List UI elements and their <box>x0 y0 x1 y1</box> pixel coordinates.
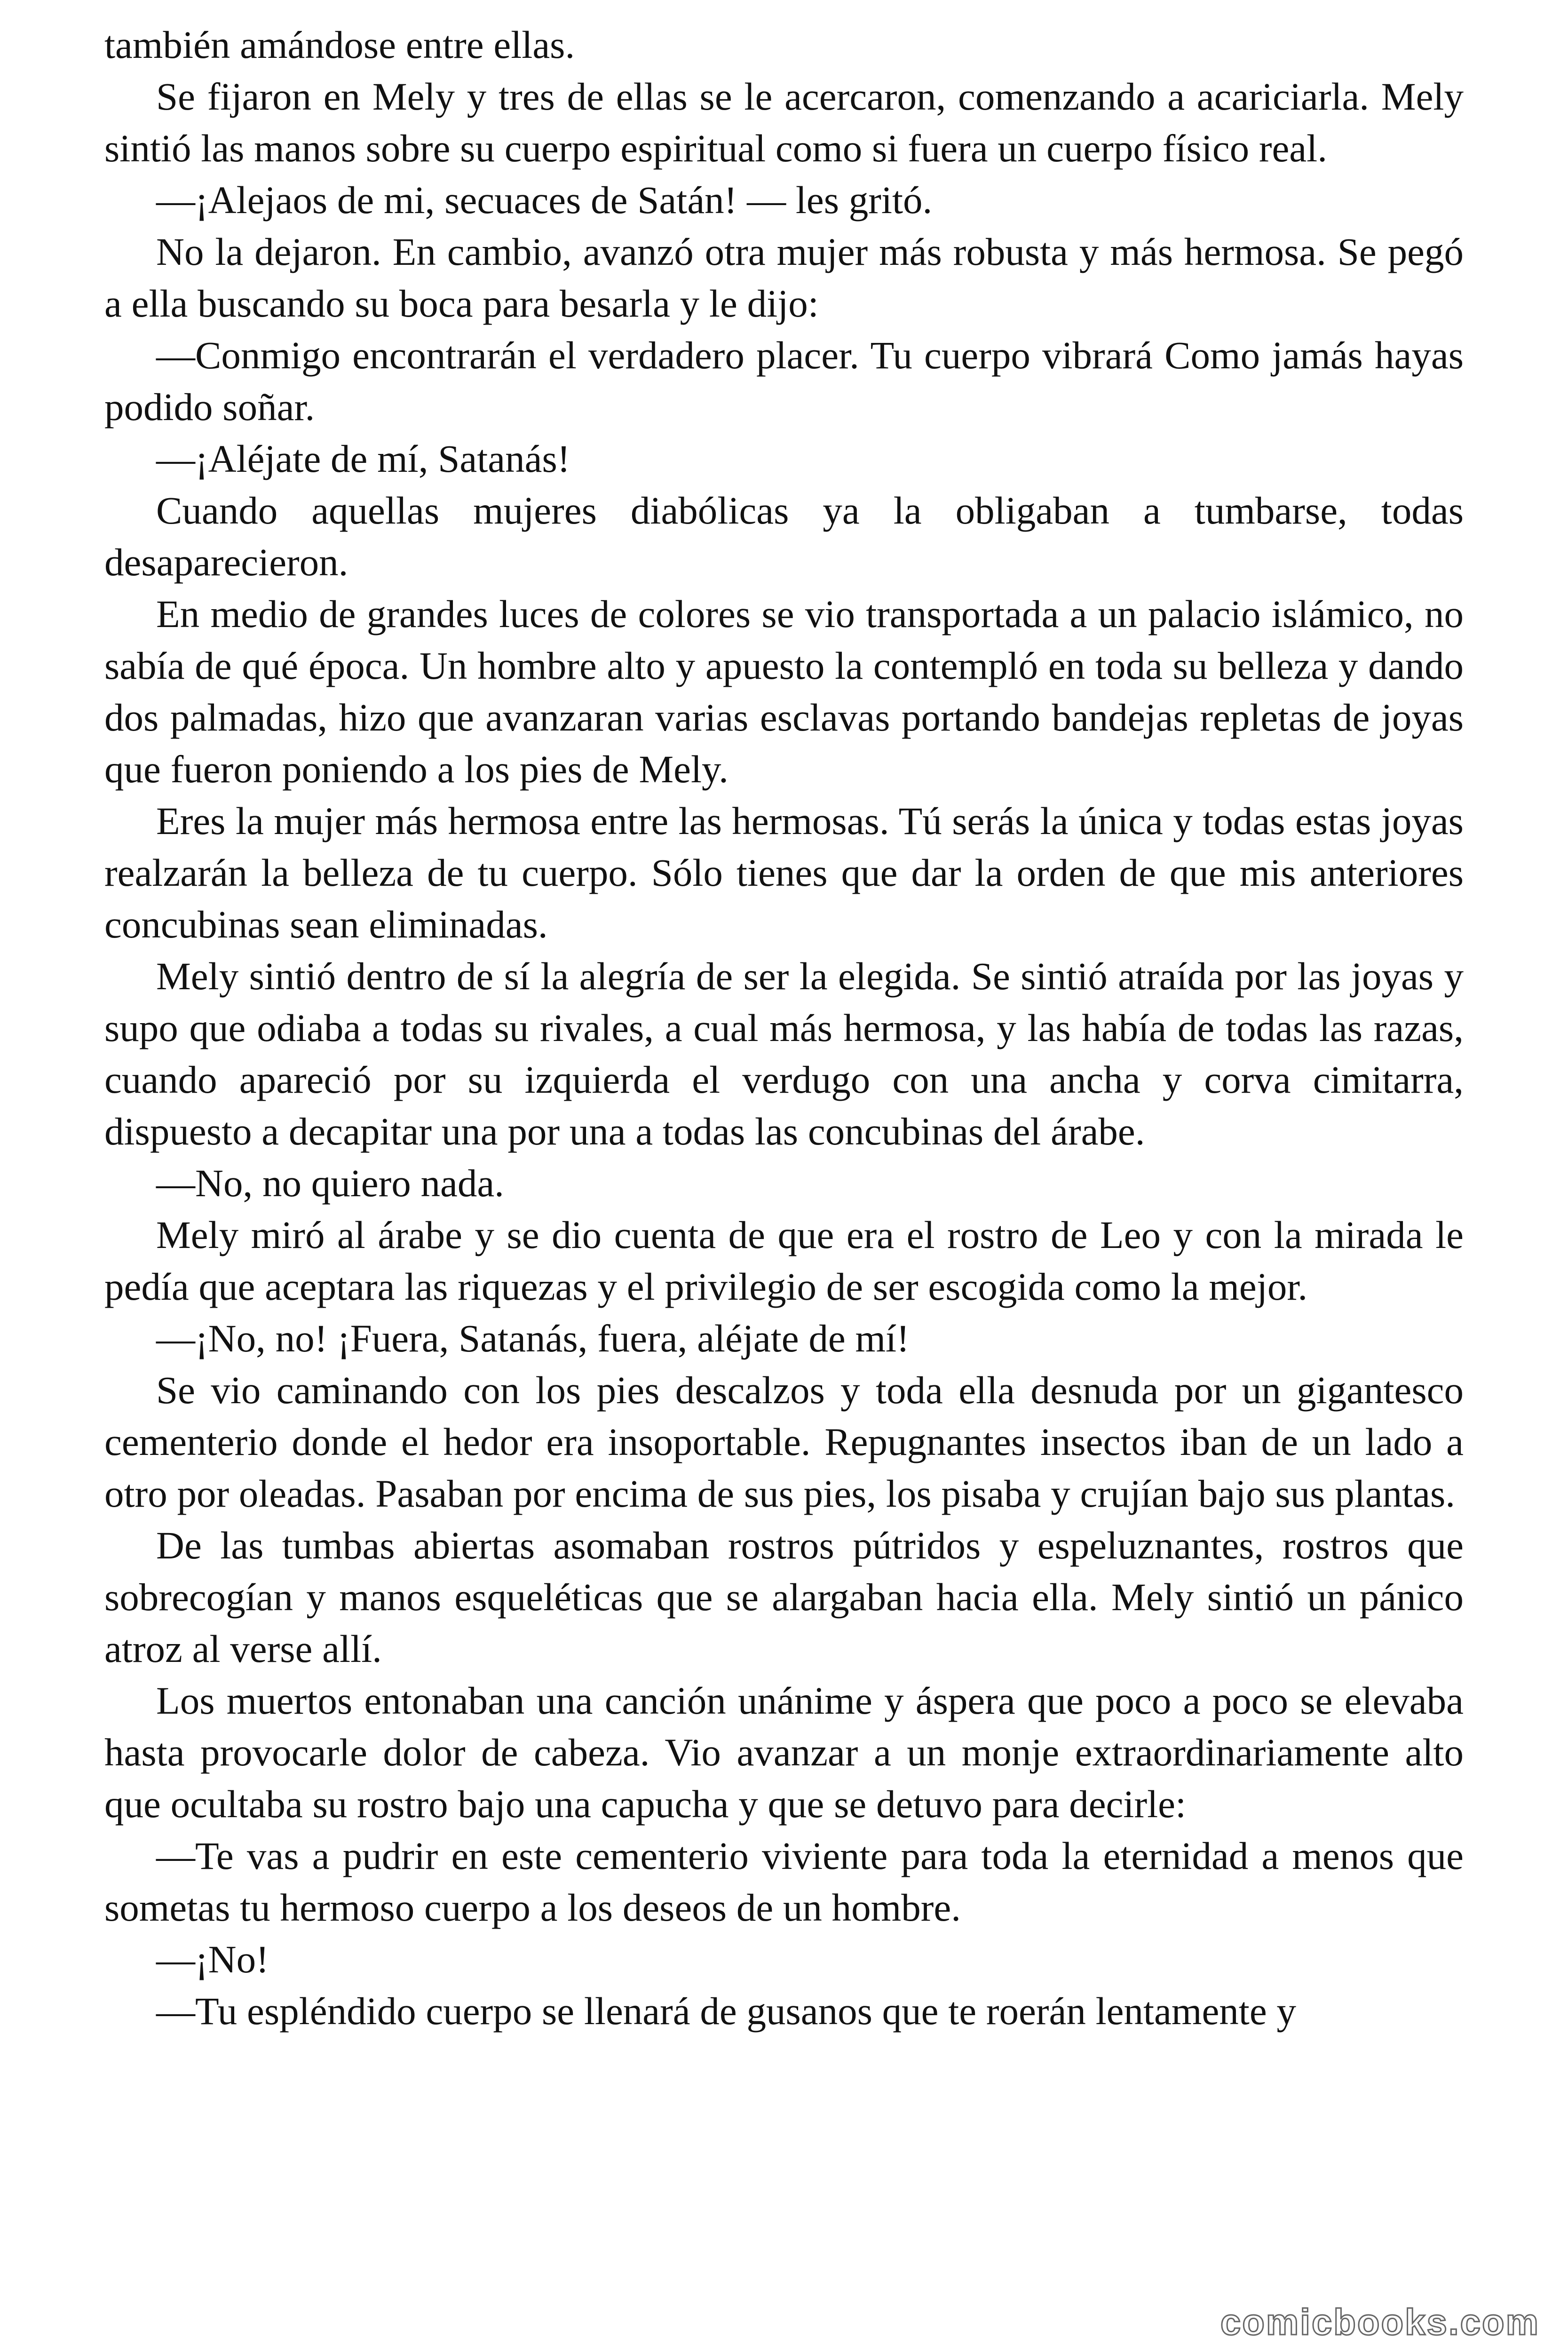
paragraph: Eres la mujer más hermosa entre las hermosas. Tú serás la única y todas estas joyas realzarán la belleza de tu cuerpo. Sólo tienes que dar la orden de que mis anteriores concubinas sean eliminadas. <box>104 799 1464 946</box>
paragraph: Se vio caminando con los pies descalzos y toda ella desnuda por un gigantesco cementerio donde el hedor era insoportable. Repugnantes insectos iban de un lado a otro por oleadas. Pasaban por encima de sus pies, los pisaba y crujían bajo sus plantas. <box>104 1368 1464 1515</box>
paragraph: —¡Alejaos de mi, secuaces de Satán! — les gritó. <box>156 178 933 222</box>
paragraph: —Tu espléndido cuerpo se llenará de gusanos que te roerán lentamente y <box>156 1989 1296 2033</box>
paragraph: Se fijaron en Mely y tres de ellas se le acercaron, comenzando a acariciarla. Mely sintió las manos sobre su cuerpo espiritual como si fuera un cuerpo físico real. <box>104 75 1464 170</box>
paragraph: también amándose entre ellas. <box>104 23 575 66</box>
paragraph: En medio de grandes luces de colores se vio transportada a un palacio islámico, no sabía de qué época. Un hombre alto y apuesto la contempló en toda su belleza y dando dos palmadas, hizo que avanzaran varias esclavas portando bandejas repletas de joyas que fueron poniendo a los pies de Mely. <box>104 592 1464 791</box>
paragraph: —¡Aléjate de mí, Satanás! <box>156 437 570 480</box>
paragraph: Mely sintió dentro de sí la alegría de ser la elegida. Se sintió atraída por las joyas y supo que odiaba a todas su rivales, a cual más hermosa, y las había de todas las razas, cuando apareció por su izquierda el verdugo con una ancha y corva cimitarra, dispuesto a decapitar una por una a todas las concubinas del árabe. <box>104 954 1464 1153</box>
paragraph: Los muertos entonaban una canción unánime y áspera que poco a poco se elevaba hasta provocarle dolor de cabeza. Vio avanzar a un monje extraordinariamente alto que ocultaba su rostro bajo una capucha y que se detuvo para decirle: <box>104 1679 1464 1826</box>
paragraph: —¡No, no! ¡Fuera, Satanás, fuera, aléjate de mí! <box>156 1317 910 1360</box>
paragraph: No la dejaron. En cambio, avanzó otra mujer más robusta y más hermosa. Se pegó a ella buscando su boca para besarla y le dijo: <box>104 230 1464 325</box>
paragraph: —No, no quiero nada. <box>156 1161 504 1205</box>
paragraph: Cuando aquellas mujeres diabólicas ya la obligaban a tumbarse, todas desaparecieron. <box>104 489 1464 584</box>
book-page <box>104 19 1464 2037</box>
paragraph: —Conmigo encontrarán el verdadero placer. Tu cuerpo vibrará Como jamás hayas podido soñar. <box>104 334 1464 429</box>
paragraph: De las tumbas abiertas asomaban rostros pútridos y espeluznantes, rostros que sobrecogían y manos esqueléticas que se alargaban hacia ella. Mely sintió un pánico atroz al verse allí. <box>104 1524 1464 1670</box>
paragraph: Mely miró al árabe y se dio cuenta de que era el rostro de Leo y con la mirada le pedía que aceptara las riquezas y el privilegio de ser escogida como la mejor. <box>104 1213 1464 1308</box>
paragraph: —¡No! <box>156 1938 269 1981</box>
watermark-logo: comicbooks.com <box>1220 2301 1540 2343</box>
paragraph: —Te vas a pudrir en este cementerio viviente para toda la eternidad a menos que sometas tu hermoso cuerpo a los deseos de un hombre. <box>104 1834 1464 1929</box>
